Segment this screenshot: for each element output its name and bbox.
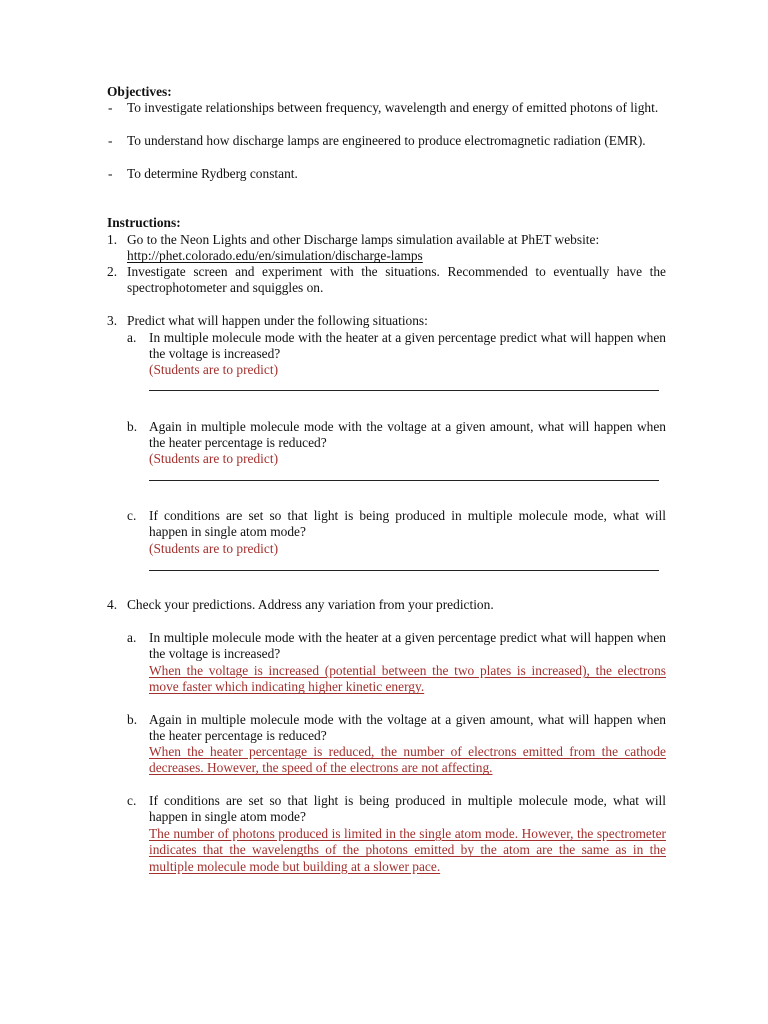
answer-line bbox=[149, 390, 659, 391]
step-number: 2. bbox=[107, 264, 118, 279]
sub-item-letter: c. bbox=[127, 508, 137, 523]
sub-item-letter: a. bbox=[127, 330, 137, 345]
prediction-answer: (Students are to predict) bbox=[149, 541, 279, 556]
objective-item: To determine Rydberg constant. bbox=[127, 166, 298, 181]
step-1 bbox=[127, 232, 666, 265]
check-question: Again in multiple molecule mode with the voltage at a given amount, what will happen when the heater percentage is reduced? bbox=[149, 712, 666, 744]
step-number: 3. bbox=[107, 313, 118, 328]
step-number: 1. bbox=[107, 232, 118, 247]
step-2-text: Investigate screen and experiment with the situations. Recommended to eventually have the spectrophotometer and squiggles on. bbox=[127, 264, 666, 296]
check-answer: When the voltage is increased (potential between the two plates is increased), the electrons move faster which indicating higher kinetic energy. bbox=[149, 663, 666, 695]
step-3-text: Predict what will happen under the following situations: bbox=[127, 313, 428, 328]
step-4-text: Check your predictions. Address any variation from your prediction. bbox=[127, 597, 494, 612]
sub-item-letter: c. bbox=[127, 793, 137, 808]
prediction-question: Again in multiple molecule mode with the voltage at a given amount, what will happen when the heater percentage is reduced? bbox=[149, 419, 666, 451]
objective-item: To understand how discharge lamps are engineered to produce electromagnetic radiation (EMR). bbox=[127, 133, 646, 148]
phet-simulation-link[interactable]: http://phet.colorado.edu/en/simulation/discharge-lamps bbox=[127, 248, 423, 264]
instructions-heading: Instructions: bbox=[107, 215, 181, 230]
step-1-text: Go to the Neon Lights and other Discharge lamps simulation available at PhET website: bbox=[127, 232, 600, 247]
step-number: 4. bbox=[107, 597, 118, 612]
objective-item: To investigate relationships between frequency, wavelength and energy of emitted photons of light. bbox=[127, 100, 659, 115]
sub-item-letter: b. bbox=[127, 419, 138, 434]
check-question: If conditions are set so that light is being produced in multiple molecule mode, what will happen in single atom mode? bbox=[149, 793, 666, 825]
objective-bullet: - bbox=[108, 100, 113, 115]
prediction-question: If conditions are set so that light is being produced in multiple molecule mode, what will happen in single atom mode? bbox=[149, 508, 666, 540]
sub-item-letter: b. bbox=[127, 712, 138, 727]
prediction-answer: (Students are to predict) bbox=[149, 451, 279, 466]
objectives-heading: Objectives: bbox=[107, 84, 172, 99]
prediction-answer: (Students are to predict) bbox=[149, 362, 279, 377]
check-answer: The number of photons produced is limited in the single atom mode. However, the spectrometer indicates that the wavelengths of the photons emitted by the atom are the same as in the multiple molecule mode but building at a slower pace. bbox=[149, 826, 666, 874]
objective-bullet: - bbox=[108, 166, 113, 181]
answer-line bbox=[149, 480, 659, 481]
prediction-question: In multiple molecule mode with the heater at a given percentage predict what will happen when the voltage is increased? bbox=[149, 330, 666, 362]
check-question: In multiple molecule mode with the heater at a given percentage predict what will happen when the voltage is increased? bbox=[149, 630, 666, 662]
sub-item-letter: a. bbox=[127, 630, 137, 645]
check-answer: When the heater percentage is reduced, the number of electrons emitted from the cathode decreases. However, the speed of the electrons are not affecting. bbox=[149, 744, 666, 776]
objective-bullet: - bbox=[108, 133, 113, 148]
answer-line bbox=[149, 570, 659, 571]
